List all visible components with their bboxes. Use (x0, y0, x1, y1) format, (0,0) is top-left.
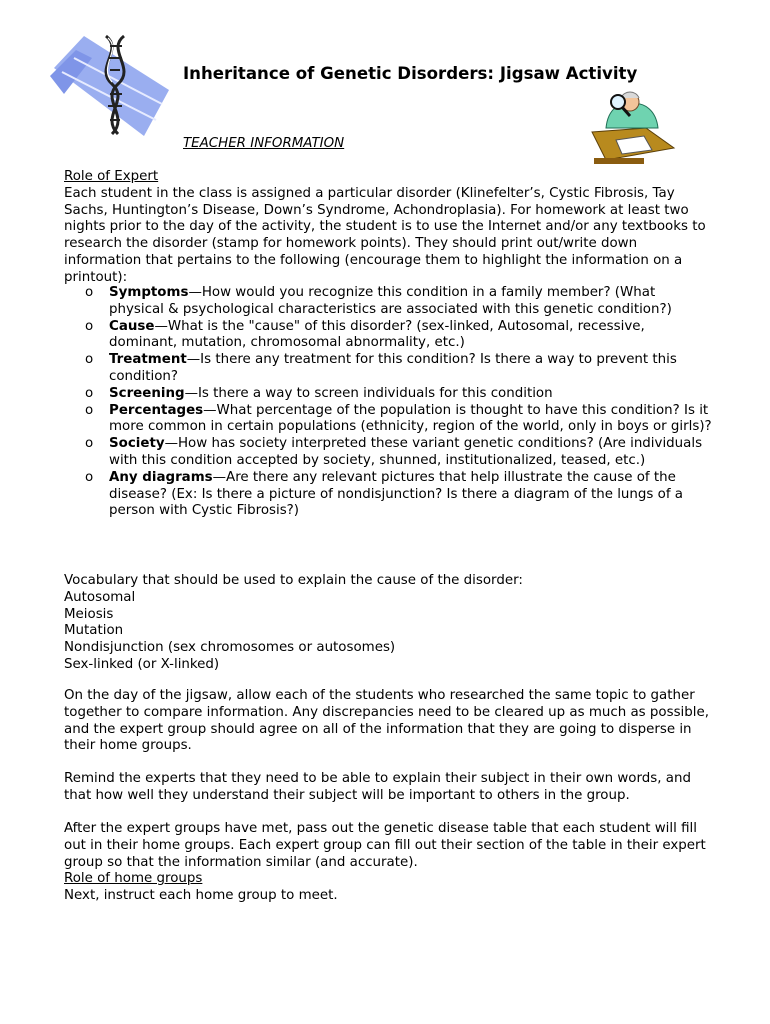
role-expert-heading: Role of Expert (64, 169, 159, 184)
bullet-text: —Is there a way to screen individuals for this condition (184, 385, 553, 401)
role-home-heading: Role of home groups (64, 871, 203, 887)
vocabulary-term: Meiosis (64, 606, 114, 622)
bullet-term: Percentages (109, 402, 204, 418)
research-topics-list (64, 285, 714, 520)
section-subtitle: TEACHER INFORMATION (183, 136, 345, 151)
bullet-term: Society (109, 436, 165, 452)
vocabulary-intro: Vocabulary that should be used to explain the cause of the disorder: (64, 573, 523, 588)
role-home-text: Next, instruct each home group to meet. (64, 888, 338, 904)
dna-icon (44, 28, 174, 140)
bullet-marker: o (85, 436, 94, 452)
bullet-term: Treatment (109, 352, 187, 368)
list-item (64, 386, 714, 403)
bullet-term: Symptoms (109, 285, 189, 300)
remind-paragraph: Remind the experts that they need to be able to explain their subject in their own words, and that how well they understand their subject will be important to others in the group. (64, 771, 691, 803)
list-item (64, 319, 714, 353)
vocabulary-term: Sex-linked (or X-linked) (64, 656, 220, 672)
bullet-marker: o (85, 285, 94, 300)
bullet-marker: o (85, 385, 94, 401)
list-item (64, 403, 714, 437)
vocabulary-section (64, 573, 714, 674)
vocabulary-term: Nondisjunction (sex chromosomes or autosomes) (64, 640, 396, 656)
after-and-home-groups-section (64, 821, 714, 905)
bullet-text: —Are there any relevant pictures that help illustrate the cause of the disease? (Ex: Is there a picture of nondisjunction? Is there a diagram of the lungs of a person with Cystic Fibrosis?) (109, 469, 683, 519)
list-item (64, 352, 714, 386)
list-item (64, 436, 714, 470)
role-expert-section (64, 169, 714, 287)
bullet-term: Cause (109, 318, 155, 334)
vocabulary-term: Autosomal (64, 589, 136, 605)
bullet-marker: o (85, 352, 94, 368)
scientist-magnifier-icon (586, 88, 682, 168)
bullet-text: —What percentage of the population is thought to have this condition? Is it more common in certain populations (ethnicity, region of the world, only in boys or girls)? (109, 402, 712, 435)
list-item (64, 470, 714, 520)
page-title: Inheritance of Genetic Disorders: Jigsaw Activity (183, 64, 638, 83)
list-item (64, 285, 714, 319)
bullet-term: Screening (109, 385, 185, 401)
jigsaw-day-paragraph: On the day of the jigsaw, allow each of the students who researched the same topic to gather together to compare information. Any discrepancies need to be cleared up as much as possible, and the expert group should agree on all of the information that they are going to disperse in their home groups. (64, 688, 709, 754)
vocabulary-term: Mutation (64, 623, 124, 639)
bullet-term: Any diagrams (109, 469, 213, 485)
bullet-marker: o (85, 469, 94, 485)
bullet-text: —Is there any treatment for this condition? Is there a way to prevent this condition? (109, 352, 677, 384)
after-paragraph: After the expert groups have met, pass out the genetic disease table that each student will fill out in their home groups. Each expert group can fill out their section of the table in their expert group so that the information similar (and accurate). (64, 821, 706, 870)
bullet-marker: o (85, 402, 94, 418)
bullet-text: —How would you recognize this condition in a family member? (What physical & psychological characteristics are associated with this genetic condition?) (109, 285, 672, 317)
bullet-marker: o (85, 318, 94, 334)
bullet-text: —What is the "cause" of this disorder? (sex-linked, Autosomal, recessive, dominant, mutation, chromosomal abnormality, etc.) (109, 318, 645, 351)
bullet-text: —How has society interpreted these variant genetic conditions? (Are individuals with this condition accepted by society, shunned, institutionalized, teased, etc.) (109, 436, 703, 468)
role-expert-intro: Each student in the class is assigned a particular disorder (Klinefelter’s, Cystic Fibrosis, Tay Sachs, Huntington’s Disease, Down’s Syndrome, Achondroplasia). For homework at least two nights prior to the day of the activity, the student is to use the Internet and/or any textbooks to research the disorder (stamp for homework points). They should print out/write down information that pertains to the following (encourage them to highlight the information on a printout): (64, 185, 706, 285)
